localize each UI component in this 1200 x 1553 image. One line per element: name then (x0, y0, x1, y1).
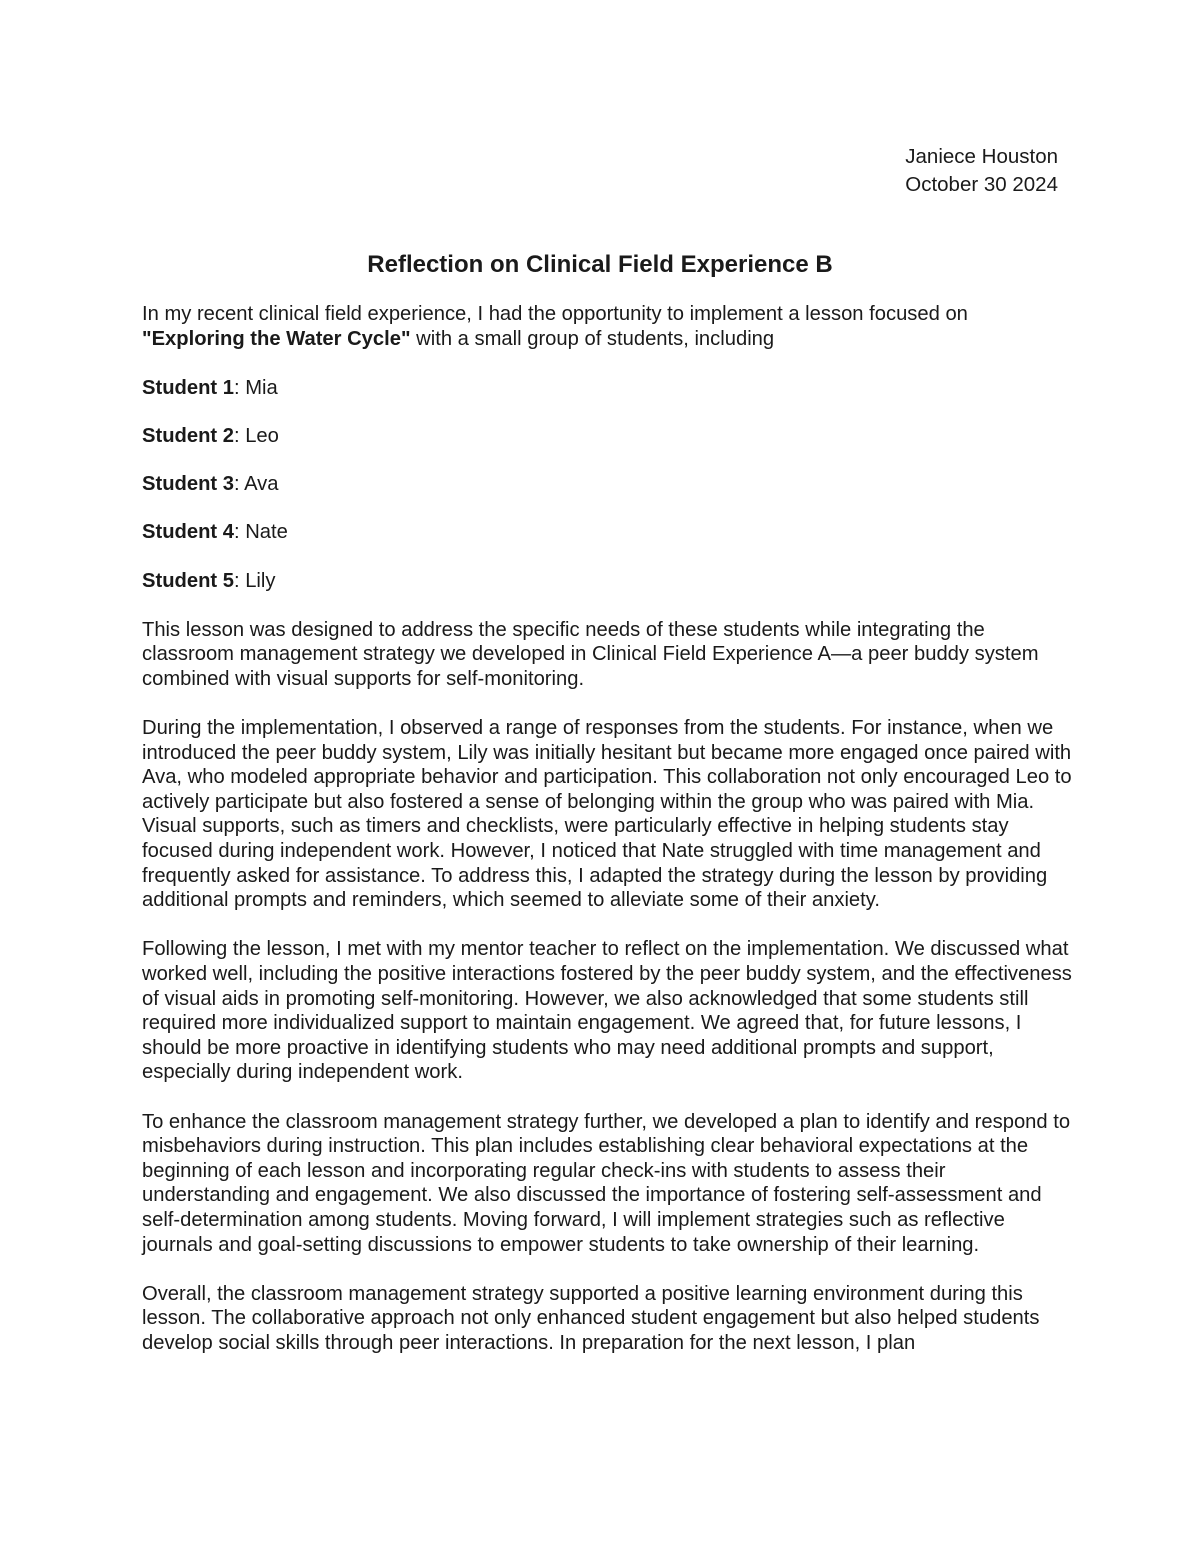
body-paragraph: Overall, the classroom management strategy supported a positive learning environment during this lesson. The collaborative approach not only enhanced student engagement but also helped students develop social skills through peer interactions. In preparation for the next lesson, I plan (142, 1282, 1040, 1354)
document-date: October 30 2024 (905, 173, 1058, 196)
student-name: Ava (244, 473, 279, 496)
author-date-block (905, 143, 1058, 199)
student-label: Student 4 (142, 521, 234, 544)
student-item (142, 376, 1072, 401)
student-name: Leo (245, 424, 279, 447)
student-separator: : (233, 569, 246, 592)
lesson-title: "Exploring the Water Cycle" (142, 327, 411, 350)
student-item (142, 472, 1072, 497)
body-paragraph: Following the lesson, I met with my mentor teacher to reflect on the implementation. We discussed what worked well, including the positive interactions fostered by the peer buddy system, and the effectiveness of visual aids in promoting self-monitoring. However, we also acknowledged that some students still required more individualized support to maintain engagement. We agreed that, for future lessons, I should be more proactive in identifying students who may need additional prompts and support, especially during independent work. (142, 938, 1072, 1084)
intro-paragraph (142, 302, 1072, 351)
document-title: Reflection on Clinical Field Experience B (367, 251, 833, 278)
student-separator: : (233, 521, 246, 544)
student-separator: : (233, 424, 246, 447)
body-paragraph: To enhance the classroom management strategy further, we developed a plan to identify and respond to misbehaviors during instruction. This plan includes establishing clear behavioral expectations at the beginning of each lesson and incorporating regular check-ins with students to assess their understanding and engagement. We also discussed the importance of fostering self-assessment and self-determination among students. Moving forward, I will implement strategies such as reflective journals and goal-setting discussions to empower students to take ownership of their learning. (142, 1110, 1071, 1256)
student-item (142, 569, 1072, 594)
student-separator: : (233, 473, 245, 496)
student-label: Student 2 (142, 424, 234, 447)
student-item (142, 520, 1072, 545)
student-label: Student 5 (142, 569, 234, 592)
intro-text-after: with a small group of students, including (410, 327, 775, 350)
student-name: Nate (245, 521, 288, 544)
student-name: Lily (245, 569, 276, 592)
student-item (142, 424, 1072, 449)
student-separator: : (233, 376, 246, 399)
body-paragraph: This lesson was designed to address the specific needs of these students while integrating the classroom management strategy we developed in Clinical Field Experience A—a peer buddy system combined with visual supports for self-monitoring. (142, 618, 1039, 690)
student-list (142, 376, 1072, 593)
intro-text-before: In my recent clinical field experience, I had the opportunity to implement a lesson focused on (142, 303, 968, 325)
student-label: Student 1 (142, 376, 234, 399)
body-paragraph: During the implementation, I observed a range of responses from the students. For instance, when we introduced the peer buddy system, Lily was initially hesitant but became more engaged once paired with Ava, who modeled appropriate behavior and participation. This collaboration not only encouraged Leo to actively participate but also fostered a sense of belonging within the group who was paired with Mia. Visual supports, such as timers and checklists, were particularly effective in helping students stay focused during independent work. However, I noticed that Nate struggled with time management and frequently asked for assistance. To address this, I adapted the strategy during the lesson by providing additional prompts and reminders, which seemed to alleviate some of their anxiety. (142, 717, 1072, 912)
student-label: Student 3 (142, 473, 234, 496)
student-name: Mia (245, 376, 278, 399)
document-body (142, 302, 1072, 1380)
author-name: Janiece Houston (905, 145, 1058, 168)
